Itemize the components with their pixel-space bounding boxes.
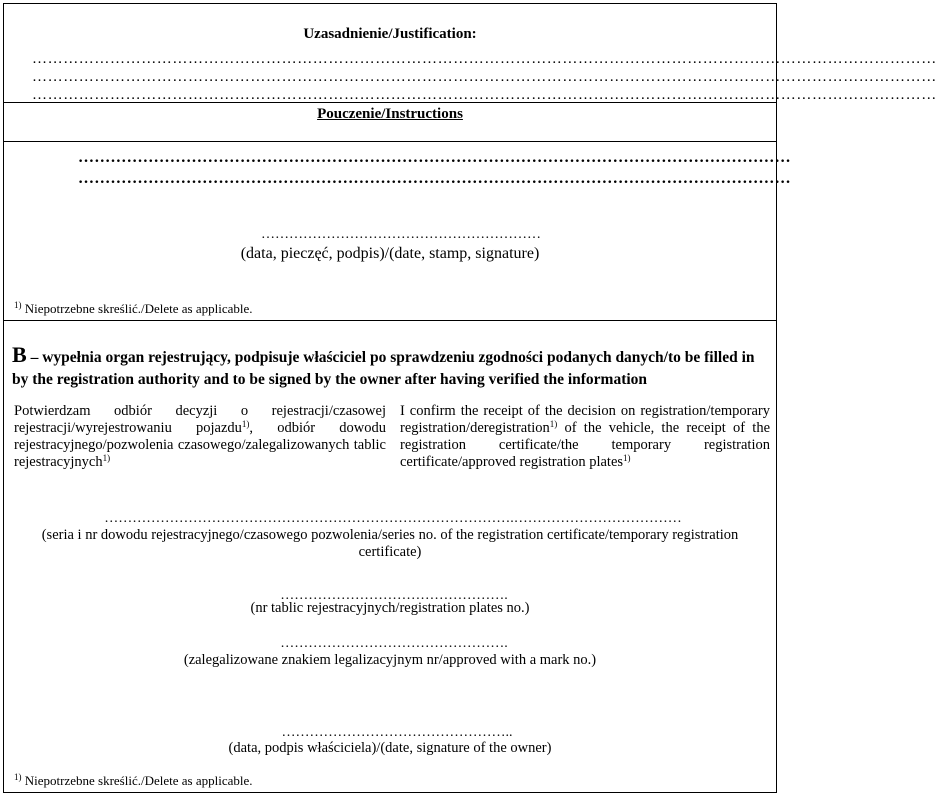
signature-caption: (data, pieczęć, podpis)/(date, stamp, signature) — [240, 245, 540, 262]
footnote-mark: 1) — [102, 453, 111, 463]
instructions-dot-line-2[interactable]: …………………………………………………………………………………………………………………… — [78, 170, 791, 187]
justification-dot-line-1[interactable]: ………………………………………………………………………………………………………………………………………………………… — [32, 51, 937, 67]
footnote-mark: 1) — [623, 453, 631, 463]
owner-caption: (data, podpis właściciela)/(date, signature of the owner) — [228, 740, 552, 756]
footnote-text: Niepotrzebne skreślić./Delete as applicable. — [21, 773, 253, 788]
confirmation-pl-part-1: Potwierdzam odbiór decyzji o rejestracji/czasowej rejestracji/wyrejestrowaniu pojazdu — [14, 403, 386, 436]
footnote-mark: 1) — [241, 419, 250, 429]
footnote-text: Niepotrzebne skreślić./Delete as applicable. — [21, 301, 253, 316]
justification-dot-line-2[interactable]: ………………………………………………………………………………………………………………………………………………………… — [32, 69, 937, 85]
confirmation-en-part-1: I confirm the receipt of the decision on registration/temporary registration/deregistration — [400, 403, 770, 436]
divider — [4, 102, 776, 103]
mark-dot-line[interactable]: …………………………………………. — [280, 636, 508, 651]
confirmation-pl-part-2: , odbiór dowodu rejestracyjnego/pozwolenia czasowego/zalegalizowanych tablic rejestracyjnych — [14, 420, 386, 470]
footnote-mark: 1) — [14, 300, 22, 310]
confirmation-text-en — [400, 403, 770, 471]
plates-caption: (nr tablic rejestracyjnych/registration plates no.) — [250, 600, 530, 616]
instructions-dot-line-1[interactable]: …………………………………………………………………………………………………………………… — [78, 149, 791, 166]
section-b-title-text: – wypełnia organ rejestrujący, podpisuje właściciel po sprawdzeniu zgodności podanych danych/to be filled in by the registration authority and to be signed by the owner after having verified the information — [12, 349, 755, 388]
justification-dot-line-3[interactable]: ………………………………………………………………………………………………………………………………………………………… — [32, 87, 937, 103]
series-caption: (seria i nr dowodu rejestracyjnego/czasowego pozwolenia/series no. of the registration certificate/temporary registration certificate) — [41, 527, 739, 560]
divider — [4, 141, 776, 142]
instructions-footnote — [14, 301, 253, 317]
footnote-mark: 1) — [14, 772, 22, 782]
signature-dot-line[interactable]: …………………………………………………… — [261, 227, 541, 242]
divider — [4, 320, 776, 321]
section-b-letter: B — [12, 342, 27, 367]
plates-dot-line[interactable]: …………………………………………. — [280, 588, 508, 603]
justification-heading: Uzasadnienie/Justification: — [303, 26, 477, 42]
confirmation-en-part-2: of the vehicle, the receipt of the registration certificate/the temporary registration certificate/approved registration plates — [400, 420, 770, 470]
section-b-footnote — [14, 773, 253, 789]
instructions-heading: Pouczenie/Instructions — [317, 106, 463, 122]
mark-caption: (zalegalizowane znakiem legalizacyjnym nr/approved with a mark no.) — [183, 652, 597, 668]
confirmation-text-pl — [14, 403, 386, 471]
document-frame — [3, 3, 937, 793]
owner-dot-line[interactable]: ………………………………………….. — [281, 725, 513, 740]
series-dot-line[interactable]: …………………………………………………………………………….……………………………… — [104, 511, 682, 526]
footnote-mark: 1) — [549, 419, 558, 429]
section-b-title — [12, 344, 772, 391]
